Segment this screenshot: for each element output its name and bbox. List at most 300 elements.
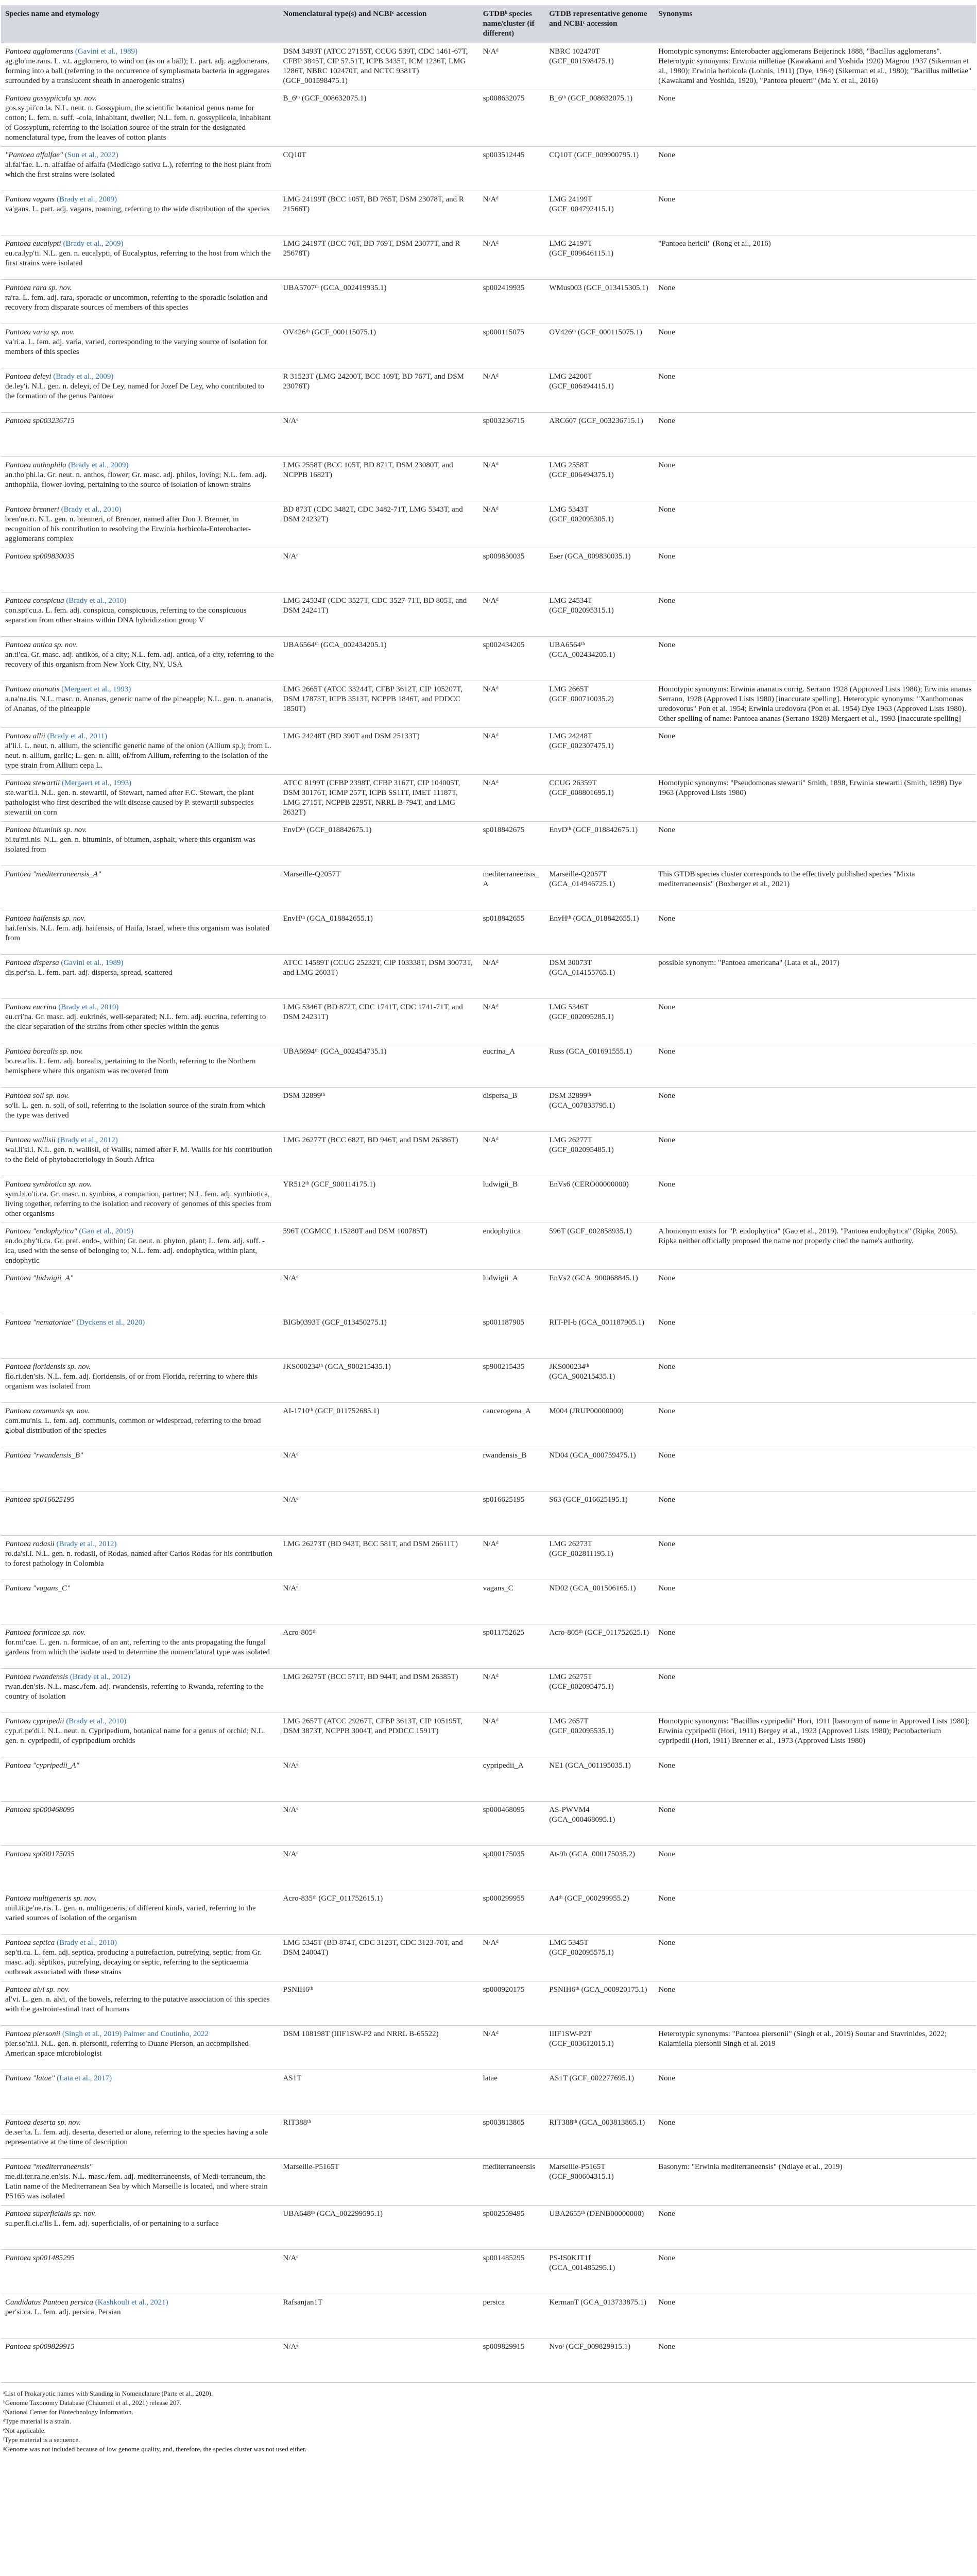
etymology: cyp.ri.pe′di.i. N.L. neut. n. Cypripedium, botanical name for a genus of orchid; N.L. gen. n. cypripedii, of cypripedium orchids <box>5 1727 265 1745</box>
synonyms-cell: None <box>654 2206 976 2250</box>
gtdb-rep-cell: A4ᵗʰ (GCF_000299955.2) <box>545 1890 654 1935</box>
gtdb-rep-cell: EnvHᵗʰ (GCA_018842655.1) <box>545 910 654 955</box>
table-row <box>1 1447 976 1492</box>
type-cell: UBA5707ᵗʰ (GCA_002419935.1) <box>279 280 479 324</box>
etymology: sym.bi.o′ti.ca. Gr. masc. n. symbios, a companion, partner; N.L. fem. adj. symbiotica, living together, referring to the isolation and recovery of genomes of this species from other organisms <box>5 1190 271 1218</box>
species-name: Pantoea "nematoriae" <box>5 1318 75 1327</box>
gtdb-rep-cell: NE1 (GCA_001195035.1) <box>545 1757 654 1802</box>
citation-link[interactable]: (Mergaert et al., 1993) <box>62 779 132 787</box>
gtdb-cluster-cell: N/Aᵈ <box>479 999 545 1043</box>
synonyms-cell: Heterotypic synonyms: "Pantoea piersonii" (Singh et al., 2019) Soutar and Stavrinides, 2022; Kalamiella piersonii Singh et al. 2019 <box>654 2026 976 2070</box>
citation-link[interactable]: (Brady et al., 2010) <box>66 597 127 605</box>
synonyms-cell: None <box>654 999 976 1043</box>
gtdb-cluster-cell: N/Aᵈ <box>479 775 545 822</box>
type-cell: LMG 26277T (BCC 682T, BD 946T, and DSM 26386T) <box>279 1132 479 1176</box>
synonyms-cell: None <box>654 637 976 681</box>
gtdb-rep-cell: EnvDᵗʰ (GCF_018842675.1) <box>545 822 654 866</box>
gtdb-cluster-cell: N/Aᵈ <box>479 1935 545 1981</box>
gtdb-cluster-cell: ludwigii_B <box>479 1176 545 1223</box>
synonyms-cell: Homotypic synonyms: "Pseudomonas stewarti" Smith, 1898, Erwinia stewartii (Smith, 1898) Dye 1963 (Approved Lists 1980) <box>654 775 976 822</box>
species-name: Pantoea sp003236715 <box>5 417 75 425</box>
gtdb-rep-cell: LMG 5345T (GCF_002095575.1) <box>545 1935 654 1981</box>
table-row <box>1 637 976 681</box>
type-cell: Acro-835ᵗʰ (GCF_011752615.1) <box>279 1890 479 1935</box>
gtdb-cluster-cell: sp018842655 <box>479 910 545 955</box>
citation-link[interactable]: (Dyckens et al., 2020) <box>76 1318 145 1327</box>
synonyms-cell: A homonym exists for "P. endophytica" (Gao et al., 2019). "Pantoea endophytica" (Ripka, 2005). Ripka neither officially proposed the name nor properly cited the name's authority. <box>654 1223 976 1270</box>
species-name: "Pantoea alfalfae" <box>5 151 63 159</box>
species-name: Pantoea cypripedii <box>5 1717 64 1725</box>
gtdb-cluster-cell: sp001187905 <box>479 1314 545 1359</box>
species-cell <box>1 1132 279 1176</box>
table-row <box>1 999 976 1043</box>
species-cell <box>1 457 279 501</box>
species-cell <box>1 1713 279 1757</box>
type-cell: UBA648ᵗʰ (GCA_002299595.1) <box>279 2206 479 2250</box>
gtdb-rep-cell: ND02 (GCA_001506165.1) <box>545 1580 654 1624</box>
citation-link[interactable]: (Mergaert et al., 1993) <box>61 685 131 693</box>
type-cell: N/Aᵉ <box>279 1757 479 1802</box>
gtdb-rep-cell: EnVs2 (GCA_900068845.1) <box>545 1270 654 1314</box>
type-cell: LMG 2558T (BCC 105T, BD 871T, DSM 23080T, and NCPPB 1682T) <box>279 457 479 501</box>
header-synonyms: Synonyms <box>654 5 976 43</box>
citation-link[interactable]: (Lata et al., 2017) <box>57 2074 112 2082</box>
species-name: Pantoea formicae sp. nov. <box>5 1629 85 1637</box>
species-name: Pantoea wallisii <box>5 1136 56 1144</box>
species-cell <box>1 1359 279 1403</box>
species-cell <box>1 1802 279 1846</box>
species-name: Pantoea "endophytica" <box>5 1227 77 1235</box>
gtdb-cluster-cell: sp018842675 <box>479 822 545 866</box>
gtdb-cluster-cell: N/Aᵈ <box>479 2026 545 2070</box>
type-cell: N/Aᵉ <box>279 413 479 457</box>
type-cell: OV426ᵗʰ (GCF_000115075.1) <box>279 324 479 368</box>
type-cell: Marseille-Q2057T <box>279 866 479 910</box>
species-name: Pantoea sp000468095 <box>5 1806 75 1814</box>
type-cell: N/Aᵉ <box>279 1447 479 1492</box>
synonyms-cell: None <box>654 1536 976 1580</box>
etymology: gos.sy.pii′co.la. N.L. neut. n. Gossypium, the scientific botanical genus name for cotton; L. fem. n. suff. -cola, inhabitant, dweller; N.L. fem. n. gossypiicola, inhabitant of Gossypium, referring to the isolation source of the strain for the designated nomenclatural type, from the leaves of cotton plants <box>5 104 271 142</box>
synonyms-cell: None <box>654 1757 976 1802</box>
table-row <box>1 1223 976 1270</box>
synonyms-cell: None <box>654 1447 976 1492</box>
species-cell <box>1 413 279 457</box>
synonyms-cell: Homotypic synonyms: Erwinia ananatis corrig. Serrano 1928 (Approved Lists 1980); Erwinia ananas Serrano, 1928 (Approved Lists 1980) [inaccurate spelling]. Heterotypic synonyms: "Xanthomonas uredovorus" Pon et al. 1954; Erwinia uredovora (Pon et al. 1954) Dye 1963 (Approved Lists 1980). Other spelling of name: Pantoea ananas (Serrano 1928) Mergaert et al., 1993 [inaccurate spelling] <box>654 681 976 728</box>
gtdb-rep-cell: LMG 5346T (GCF_002095285.1) <box>545 999 654 1043</box>
type-cell: EnvDᵗʰ (GCF_018842675.1) <box>279 822 479 866</box>
synonyms-cell: None <box>654 501 976 548</box>
species-cell <box>1 191 279 235</box>
type-cell: N/Aᵉ <box>279 1492 479 1536</box>
etymology: bi.tu′mi.nis. N.L. gen. n. bituminis, of bitumen, asphalt, where this organism was isolated from <box>5 836 255 854</box>
species-name: Pantoea "vagans_C" <box>5 1584 71 1592</box>
citation-link[interactable]: (Kashkouli et al., 2021) <box>95 2298 168 2307</box>
table-row <box>1 457 976 501</box>
citation-link[interactable]: (Brady et al., 2012) <box>57 1136 118 1144</box>
gtdb-rep-cell: LMG 5343T (GCF_002095305.1) <box>545 501 654 548</box>
species-cell <box>1 910 279 955</box>
citation-link[interactable]: (Brady et al., 2012) <box>56 1540 117 1548</box>
gtdb-cluster-cell: latae <box>479 2070 545 2114</box>
gtdb-rep-cell: EnVs6 (CERO00000000) <box>545 1176 654 1223</box>
table-row <box>1 368 976 413</box>
header-gtdb-rep: GTDB representative genome and NCBIᶜ accession <box>545 5 654 43</box>
table-row <box>1 413 976 457</box>
gtdb-rep-cell: RIT-PI-b (GCA_001187905.1) <box>545 1314 654 1359</box>
type-cell: N/Aᵉ <box>279 1270 479 1314</box>
type-cell: CQ10T <box>279 147 479 191</box>
citation-link[interactable]: (Brady et al., 2010) <box>58 1003 119 1011</box>
type-cell: N/Aᵉ <box>279 1802 479 1846</box>
gtdb-cluster-cell: sp000468095 <box>479 1802 545 1846</box>
etymology: al′vi. L. gen. n. alvi, of the bowels, referring to the putative association of this species with the gastrointestinal tract of humans <box>5 1995 270 2013</box>
type-cell: DSM 32899ᵗʰ <box>279 1088 479 1132</box>
synonyms-cell: "Pantoea hericii" (Rong et al., 2016) <box>654 235 976 280</box>
type-cell: PSNIH6ᵗʰ <box>279 1981 479 2026</box>
citation-link[interactable]: (Brady et al., 2009) <box>63 240 124 248</box>
table-row <box>1 681 976 728</box>
etymology: ra′ra. L. fem. adj. rara, sporadic or uncommon, referring to the sporadic isolation and recovery from disparate sources of members of this species <box>5 294 268 312</box>
citation-link[interactable]: (Brady et al., 2011) <box>47 732 108 740</box>
etymology: va′ri.a. L. fem. adj. varia, varied, corresponding to the varying source of isolation for members of this species <box>5 338 267 356</box>
species-name: Pantoea deserta sp. nov. <box>5 2119 81 2127</box>
etymology: an.tho′phi.la. Gr. neut. n. anthos, flower; Gr. masc. adj. philos, loving; N.L. fem. adj. anthophila, flower-loving, pertaining to the source of isolation of known strains <box>5 471 267 489</box>
type-cell: LMG 5346T (BD 872T, CDC 1741T, CDC 1741-71T, and DSM 24231T) <box>279 999 479 1043</box>
table-row <box>1 1890 976 1935</box>
etymology: con.spi′cu.a. L. fem. adj. conspicua, conspicuous, referring to the conspicuous separation from other strains within DNA hybridization group V <box>5 606 247 624</box>
type-cell: N/Aᵉ <box>279 1846 479 1890</box>
species-name: Candidatus Pantoea persica <box>5 2298 93 2307</box>
table-row <box>1 1713 976 1757</box>
gtdb-rep-cell: LMG 26277T (GCF_002095485.1) <box>545 1132 654 1176</box>
footnote: ᶜNational Center for Biotechnology Information. <box>3 2408 133 2416</box>
species-cell <box>1 1846 279 1890</box>
species-cell <box>1 1403 279 1447</box>
species-name: Pantoea communis sp. nov. <box>5 1407 90 1415</box>
etymology: ro.da′si.i. N.L. gen. n. rodasii, of Rodas, named after Carlos Rodas for his contribution to forest pathology in Colombia <box>5 1550 273 1568</box>
gtdb-cluster-cell: persica <box>479 2294 545 2338</box>
table-row <box>1 1043 976 1088</box>
gtdb-rep-cell: JKS000234ᵗʰ (GCA_900215435.1) <box>545 1359 654 1403</box>
species-name: Pantoea "ludwigii_A" <box>5 1274 74 1282</box>
species-name: Pantoea "cypripedii_A" <box>5 1761 79 1770</box>
synonyms-cell: This GTDB species cluster corresponds to the effectively published species "Mixta mediterraneensis" (Boxberger et al., 2021) <box>654 866 976 910</box>
citation-link[interactable]: (Singh et al., 2019) Palmer and Coutinho, 2022 <box>62 2030 209 2038</box>
gtdb-cluster-cell: sp900215435 <box>479 1359 545 1403</box>
etymology: ste.war′ti.i. N.L. gen. n. stewartii, of Stewart, named after F.C. Stewart, the plant pathologist who first described the wilt disease caused by P. stewartii subspecies stewartii on corn <box>5 789 254 817</box>
gtdb-cluster-cell: N/Aᵈ <box>479 1669 545 1713</box>
table-row <box>1 1580 976 1624</box>
gtdb-rep-cell: LMG 24248T (GCF_002307475.1) <box>545 728 654 775</box>
species-cell <box>1 1669 279 1713</box>
synonyms-cell: None <box>654 324 976 368</box>
gtdb-rep-cell: LMG 24200T (GCF_006494415.1) <box>545 368 654 413</box>
citation-link[interactable]: (Brady et al., 2010) <box>66 1717 127 1725</box>
table-row <box>1 1624 976 1669</box>
type-cell: LMG 26275T (BCC 571T, BD 944T, and DSM 26385T) <box>279 1669 479 1713</box>
table-body <box>1 43 976 2383</box>
citation-link[interactable]: (Brady et al., 2010) <box>61 505 122 514</box>
synonyms-cell: Homotypic synonyms: Enterobacter agglomerans Beijerinck 1888, "Bacillus agglomerans". Heterotypic synonyms: Erwinia milletiae (Kawakami and Yoshida 1920) Magrou 1937 (Sikerman et al., 1980); Erwinia herbicola (Lohnis, 1911) (Dye, 1964) (Sikerman et al., 1980); "Bacillus milletiae" (Kawakami and Yoshida, 1920), "Pantoea pleuerti" (Ma Y. et al., 2016) <box>654 43 976 90</box>
citation-link[interactable]: (Sun et al., 2022) <box>64 151 118 159</box>
header-species: Species name and etymology <box>1 5 279 43</box>
synonyms-cell: Homotypic synonyms: "Bacillus cypripedii" Hori, 1911 [basonym of name in Approved Lists 1980]; Erwinia cypripedii (Hori, 1911) Bergey et al., 1923 (Approved Lists 1980); Pectobacterium cypripedii (Hori, 1911) Brenner et al., 1973 (Approved Lists 1980) <box>654 1713 976 1757</box>
gtdb-rep-cell: Marseille-P5165T (GCF_900604315.1) <box>545 2159 654 2206</box>
gtdb-rep-cell: Russ (GCA_001691555.1) <box>545 1043 654 1088</box>
type-cell: 596T (CGMCC 1.15280T and DSM 100785T) <box>279 1223 479 1270</box>
type-cell: ATCC 8199T (CFBP 2398T, CFBP 3167T, CIP 104005T, DSM 30176T, ICMP 257T, ICPB SS11T, IMET 11187T, LMG 2715T, NCPPB 2295T, NRRL B-794T, and LMG 2632T) <box>279 775 479 822</box>
gtdb-rep-cell: PS-IS0KJT1f (GCA_001485295.1) <box>545 2250 654 2294</box>
table-row <box>1 728 976 775</box>
gtdb-cluster-cell: N/Aᵈ <box>479 1713 545 1757</box>
etymology: ag.glo′me.rans. L. v.t. agglomero, to wind on (as on a ball); L. part. adj. agglomerans, forming into a ball (referring to the occurrence of symplasmata bacteria in aggregates surrounded by a translucent sheath in anaerogenic strains) <box>5 57 270 85</box>
table-row <box>1 1669 976 1713</box>
species-name: Pantoea varia sp. nov. <box>5 328 75 336</box>
synonyms-cell: None <box>654 2114 976 2159</box>
citation-link[interactable]: (Brady et al., 2009) <box>68 461 129 469</box>
type-cell: LMG 24199T (BCC 105T, BD 765T, DSM 23078T, and R 21566T) <box>279 191 479 235</box>
etymology: bo.re.a′lis. L. fem. adj. borealis, pertaining to the North, referring to the Northern hemisphere where this organism was recovered from <box>5 1057 256 1075</box>
species-cell <box>1 1536 279 1580</box>
species-cell <box>1 368 279 413</box>
synonyms-cell: None <box>654 1088 976 1132</box>
gtdb-cluster-cell: rwandensis_B <box>479 1447 545 1492</box>
gtdb-rep-cell: LMG 2665T (GCF_000710035.2) <box>545 681 654 728</box>
gtdb-rep-cell: OV426ᵗʰ (GCF_000115075.1) <box>545 324 654 368</box>
etymology: a.na′na.tis. N.L. masc. n. Ananas, generic name of the pineapple; N.L. gen. n. ananatis, of Ananas, of the pineapple <box>5 695 273 713</box>
gtdb-rep-cell: At-9b (GCA_000175035.2) <box>545 1846 654 1890</box>
species-cell <box>1 2206 279 2250</box>
table-row <box>1 90 976 147</box>
synonyms-cell: None <box>654 368 976 413</box>
gtdb-rep-cell: LMG 24534T (GCF_002095315.1) <box>545 592 654 637</box>
gtdb-cluster-cell: N/Aᵈ <box>479 728 545 775</box>
gtdb-cluster-cell: N/Aᵈ <box>479 43 545 90</box>
type-cell: N/Aᵉ <box>279 548 479 592</box>
gtdb-cluster-cell: cancerogena_A <box>479 1403 545 1447</box>
etymology: bren′ne.ri. N.L. gen. n. brenneri, of Brenner, named after Don J. Brenner, in recognition of his contribution to resolving the Erwinia herbicola-Enterobacter-agglomerans complex <box>5 515 251 543</box>
synonyms-cell: None <box>654 1846 976 1890</box>
species-name: Pantoea sp000175035 <box>5 1850 75 1858</box>
species-cell <box>1 1580 279 1624</box>
table-row <box>1 191 976 235</box>
gtdb-rep-cell: LMG 24197T (GCF_009646115.1) <box>545 235 654 280</box>
species-cell <box>1 1270 279 1314</box>
gtdb-cluster-cell: sp003813865 <box>479 2114 545 2159</box>
table-row <box>1 43 976 90</box>
gtdb-rep-cell: NBRC 102470T (GCF_001598475.1) <box>545 43 654 90</box>
species-cell <box>1 2026 279 2070</box>
gtdb-cluster-cell: N/Aᵈ <box>479 368 545 413</box>
etymology: su.per.fi.ci.a′lis L. fem. adj. superficialis, of or pertaining to a surface <box>5 2219 219 2228</box>
gtdb-cluster-cell: sp009829915 <box>479 2338 545 2383</box>
species-name: Pantoea antica sp. nov. <box>5 641 78 649</box>
species-name: Pantoea sp016625195 <box>5 1496 75 1504</box>
type-cell: LMG 26273T (BD 943T, BCC 581T, and DSM 26611T) <box>279 1536 479 1580</box>
species-cell <box>1 548 279 592</box>
citation-link[interactable]: (Gao et al., 2019) <box>79 1227 133 1235</box>
species-name: Pantoea "mediterraneensis" <box>5 2163 93 2171</box>
synonyms-cell: None <box>654 822 976 866</box>
species-name: Pantoea septica <box>5 1939 55 1947</box>
gtdb-rep-cell: ND04 (GCA_000759475.1) <box>545 1447 654 1492</box>
etymology: wal.li′si.i. N.L. gen. n. wallisii, of Wallis, named after F. M. Wallis for his contribution to the field of phytobacteriology in South Africa <box>5 1146 272 1164</box>
type-cell: N/Aᵉ <box>279 2338 479 2383</box>
species-name: Pantoea rwandensis <box>5 1673 68 1681</box>
species-cell <box>1 2338 279 2383</box>
species-cell <box>1 2159 279 2206</box>
species-name: Pantoea "rwandensis_B" <box>5 1451 83 1460</box>
etymology: flo.ri.den′sis. N.L. fem. adj. floridensis, of or from Florida, referring to where this organism was isolated from <box>5 1372 258 1391</box>
gtdb-cluster-cell: N/Aᵈ <box>479 501 545 548</box>
etymology: me.di.ter.ra.ne.en′sis. N.L. masc./fem. adj. mediterraneensis, of Medi-terraneum, the Latin name of the Mediterranean Sea by which Marseille is located, and where strain P5165 was isolated <box>5 2173 268 2200</box>
footnote: ᵍGenome was not included because of low genome quality, and, therefore, the species cluster was not used either. <box>3 2445 306 2453</box>
species-cell <box>1 2250 279 2294</box>
type-cell: LMG 24197T (BCC 76T, BD 769T, DSM 23077T, and R 25678T) <box>279 235 479 280</box>
type-cell: DSM 3493T (ATCC 27155T, CCUG 539T, CDC 1461-67T, CFBP 3845T, CIP 57.51T, ICPB 3435T, ICM 1236T, LMG 1286T, NBRC 102470T, and NCTC 9381T) (GCF_001598475.1) <box>279 43 479 90</box>
type-cell: LMG 5345T (BD 874T, CDC 3123T, CDC 3123-70T, and DSM 24004T) <box>279 1935 479 1981</box>
species-name: Pantoea sp009830035 <box>5 552 75 561</box>
citation-link[interactable]: (Brady et al., 2009) <box>56 195 117 204</box>
gtdb-cluster-cell: sp003512445 <box>479 147 545 191</box>
type-cell: Acro-805ᵗʰ <box>279 1624 479 1669</box>
etymology: eu.ca.lyp′ti. N.L. gen. n. eucalypti, of Eucalyptus, referring to the host from which the first strains were isolated <box>5 249 271 267</box>
species-name: Pantoea "mediterraneensis_A" <box>5 870 101 878</box>
table-row <box>1 1132 976 1176</box>
etymology: eu.cri′na. Gr. masc. adj. eukrinés, well-separated; N.L. fem. adj. eucrina, referring to the clear separation of the strains from other species within the genus <box>5 1013 266 1031</box>
table-row <box>1 1359 976 1403</box>
table-row <box>1 1314 976 1359</box>
gtdb-cluster-cell: sp001485295 <box>479 2250 545 2294</box>
gtdb-cluster-cell: vagans_C <box>479 1580 545 1624</box>
gtdb-rep-cell: CQ10T (GCF_009900795.1) <box>545 147 654 191</box>
gtdb-cluster-cell: sp000175035 <box>479 1846 545 1890</box>
gtdb-rep-cell: B_6ᵗʰ (GCF_008632075.1) <box>545 90 654 147</box>
gtdb-cluster-cell: endophytica <box>479 1223 545 1270</box>
type-cell: LMG 24248T (BD 390T and DSM 25133T) <box>279 728 479 775</box>
header-type: Nomenclatural type(s) and NCBIᶜ accession <box>279 5 479 43</box>
table-row <box>1 1176 976 1223</box>
table-row <box>1 775 976 822</box>
species-cell <box>1 2294 279 2338</box>
species-name: Pantoea dispersa <box>5 959 59 967</box>
header-gtdb-cluster: GTDBᵇ species name/cluster (if different) <box>479 5 545 43</box>
synonyms-cell: None <box>654 280 976 324</box>
table-row <box>1 2070 976 2114</box>
type-cell: LMG 2657T (ATCC 29267T, CFBP 3613T, CIP 105195T, DSM 3873T, NCPPB 3004T, and PDDCC 1591T) <box>279 1713 479 1757</box>
species-cell <box>1 1890 279 1935</box>
table-row <box>1 1846 976 1890</box>
gtdb-cluster-cell: sp011752625 <box>479 1624 545 1669</box>
table-row <box>1 1536 976 1580</box>
synonyms-cell: None <box>654 1935 976 1981</box>
etymology: de.ley′i. N.L. gen. n. deleyi, of De Ley, named for Jozef De Ley, who contributed to the formation of the genus Pantoea <box>5 382 264 400</box>
gtdb-rep-cell: LMG 26273T (GCF_002811195.1) <box>545 1536 654 1580</box>
table-row <box>1 1492 976 1536</box>
gtdb-rep-cell: CCUG 26359T (GCF_008801695.1) <box>545 775 654 822</box>
synonyms-cell: None <box>654 1270 976 1314</box>
species-name: Pantoea allii <box>5 732 45 740</box>
table-row <box>1 955 976 999</box>
species-name: Pantoea eucalypti <box>5 240 61 248</box>
species-name: Pantoea sp009829915 <box>5 2343 75 2351</box>
table-row <box>1 1981 976 2026</box>
citation-link[interactable]: (Gavini et al., 1989) <box>61 959 124 967</box>
synonyms-cell: None <box>654 1981 976 2026</box>
species-cell <box>1 1624 279 1669</box>
species-cell <box>1 775 279 822</box>
table-row <box>1 501 976 548</box>
synonyms-cell: None <box>654 1043 976 1088</box>
type-cell: B_6ᵗʰ (GCF_008632075.1) <box>279 90 479 147</box>
gtdb-rep-cell: WMus003 (GCF_013415305.1) <box>545 280 654 324</box>
type-cell: JKS000234ᵗʰ (GCA_900215435.1) <box>279 1359 479 1403</box>
species-cell <box>1 280 279 324</box>
gtdb-rep-cell: RIT388ᵗʰ (GCA_003813865.1) <box>545 2114 654 2159</box>
species-name: Pantoea superficialis sp. nov. <box>5 2210 96 2218</box>
footnotes <box>1 2383 976 2460</box>
species-name: Pantoea alvi sp. nov. <box>5 1986 70 1994</box>
gtdb-rep-cell: UBA6564ᵗʰ (GCA_002434205.1) <box>545 637 654 681</box>
gtdb-cluster-cell: sp000920175 <box>479 1981 545 2026</box>
species-name: Pantoea conspicua <box>5 597 64 605</box>
gtdb-rep-cell: IIIF1SW-P2T (GCF_003612015.1) <box>545 2026 654 2070</box>
synonyms-cell: None <box>654 191 976 235</box>
species-name: Pantoea multigeneris sp. nov. <box>5 1894 97 1903</box>
gtdb-cluster-cell: eucrina_A <box>479 1043 545 1088</box>
species-name: Pantoea eucrina <box>5 1003 57 1011</box>
synonyms-cell: None <box>654 728 976 775</box>
gtdb-cluster-cell: N/Aᵈ <box>479 457 545 501</box>
gtdb-cluster-cell: mediterraneensis_A <box>479 866 545 910</box>
citation-link[interactable]: (Brady et al., 2010) <box>56 1939 117 1947</box>
synonyms-cell: None <box>654 1802 976 1846</box>
gtdb-rep-cell: Nvoᵗ (GCF_009829915.1) <box>545 2338 654 2383</box>
synonyms-cell: None <box>654 1403 976 1447</box>
gtdb-rep-cell: Acro-805ᵗʰ (GCF_011752625.1) <box>545 1624 654 1669</box>
citation-link[interactable]: (Brady et al., 2009) <box>53 372 114 381</box>
species-cell <box>1 728 279 775</box>
citation-link[interactable]: (Brady et al., 2012) <box>70 1673 130 1681</box>
species-cell <box>1 955 279 999</box>
species-cell <box>1 637 279 681</box>
table-row <box>1 2250 976 2294</box>
gtdb-cluster-cell: sp002434205 <box>479 637 545 681</box>
gtdb-cluster-cell: N/Aᵈ <box>479 681 545 728</box>
table-header <box>1 5 976 43</box>
table-row <box>1 1802 976 1846</box>
etymology: va′gans. L. part. adj. vagans, roaming, referring to the wide distribution of the species <box>5 205 270 213</box>
synonyms-cell: None <box>654 592 976 637</box>
synonyms-cell: Basonym: "Erwinia mediterraneensis" (Ndiaye et al., 2019) <box>654 2159 976 2206</box>
table-row <box>1 1935 976 1981</box>
species-table <box>1 5 976 2383</box>
gtdb-rep-cell: KermanT (GCA_013733875.1) <box>545 2294 654 2338</box>
gtdb-cluster-cell: cypripedii_A <box>479 1757 545 1802</box>
synonyms-cell: None <box>654 147 976 191</box>
gtdb-cluster-cell: N/Aᵈ <box>479 191 545 235</box>
citation-link[interactable]: (Gavini et al., 1989) <box>75 47 138 56</box>
species-name: Pantoea gossypiicola sp. nov. <box>5 94 97 103</box>
table-row <box>1 2026 976 2070</box>
species-name: Pantoea ananatis <box>5 685 60 693</box>
gtdb-cluster-cell: N/Aᵈ <box>479 955 545 999</box>
species-cell <box>1 2114 279 2159</box>
gtdb-cluster-cell: N/Aᵈ <box>479 592 545 637</box>
species-name: Pantoea bituminis sp. nov. <box>5 826 87 834</box>
etymology: per′si.ca. L. fem. adj. persica, Persian <box>5 2308 121 2316</box>
species-cell <box>1 1981 279 2026</box>
